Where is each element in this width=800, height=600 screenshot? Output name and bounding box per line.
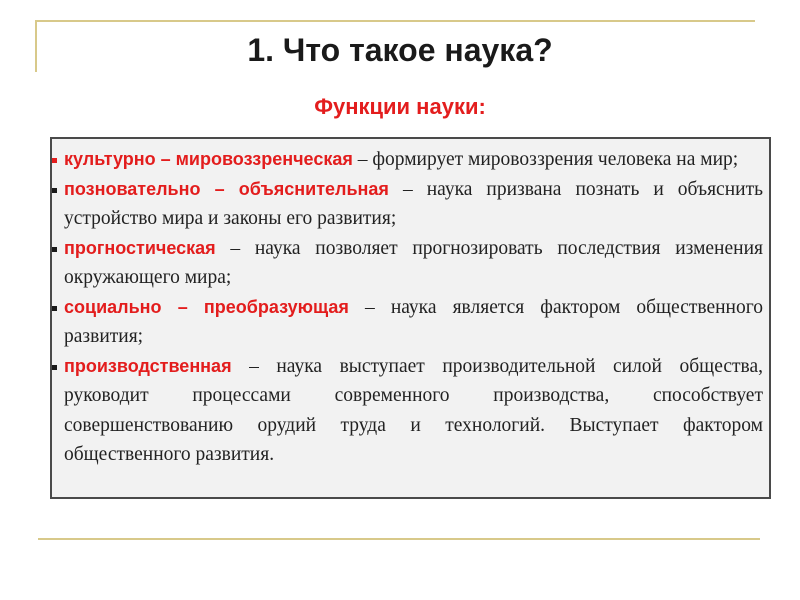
function-description: – наука призвана познать и объяснить устройство мира и законы его развития; xyxy=(64,178,763,229)
function-term: производственная xyxy=(64,355,232,376)
bullet-icon xyxy=(52,247,57,252)
function-item xyxy=(56,175,763,234)
function-term: культурно – мировоззренческая xyxy=(64,149,353,169)
decorative-bottom-line xyxy=(38,538,760,540)
function-item xyxy=(56,352,763,470)
function-item xyxy=(56,145,763,175)
decorative-top-line xyxy=(35,20,755,22)
bullet-icon xyxy=(52,188,57,193)
function-term: позновательно – объяснительная xyxy=(64,178,389,199)
function-item xyxy=(56,293,763,352)
bullet-icon xyxy=(52,306,57,311)
function-description: – наука является фактором общественного развития; xyxy=(64,296,764,347)
slide-subtitle: Функции науки: xyxy=(314,94,486,119)
function-term: социально – преобразующая xyxy=(64,296,349,317)
function-description: – наука позволяет прогнозировать последствия изменения окружающего мира; xyxy=(64,237,763,288)
bullet-icon xyxy=(52,365,57,370)
function-term: прогностическая xyxy=(64,237,216,258)
function-description: – формирует мировоззрения человека на мир; xyxy=(352,149,739,170)
functions-box xyxy=(50,137,771,499)
function-item xyxy=(56,234,763,293)
bullet-icon xyxy=(52,158,57,163)
slide-title: 1. Что такое наука? xyxy=(247,32,553,68)
function-description: – наука выступает производительной силой общества, руководит процессами современного производства, способствует совершенствованию орудий труда и технологий. Выступает фактором общественного развития. xyxy=(64,355,763,465)
